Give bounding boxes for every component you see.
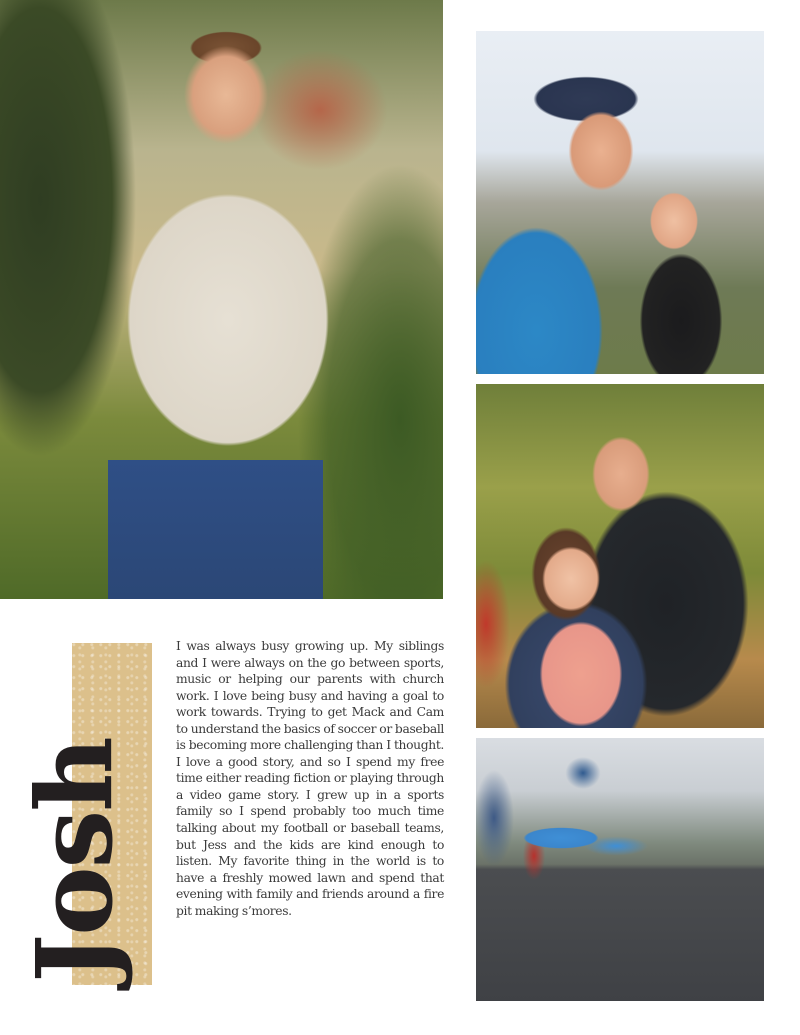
name-heading: Josh <box>13 738 136 983</box>
fishing-selfie-photo <box>476 31 764 374</box>
playground-photo <box>476 738 764 1001</box>
portrait-photo <box>0 0 443 599</box>
bio-paragraph: I was always busy growing up. My siblings and I were always on the go between sports, music or helping our parents with church work. I love being busy and having a goal to work towards. Trying to get Mack and Cam to understand the basics of soccer or baseball is becoming more challenging than I thought. I love a good story, and so I spend my free time either reading fiction or playing through a video game story. I grew up in a sports family so I spend probably too much time talking about my football or baseball teams, but Jess and the kids are kind enough to listen. My favorite thing in the world is to have a freshly mowed lawn and spend that evening with family and friends around a fire pit making s’mores. <box>176 639 444 918</box>
daughter-hug-photo <box>476 384 764 728</box>
